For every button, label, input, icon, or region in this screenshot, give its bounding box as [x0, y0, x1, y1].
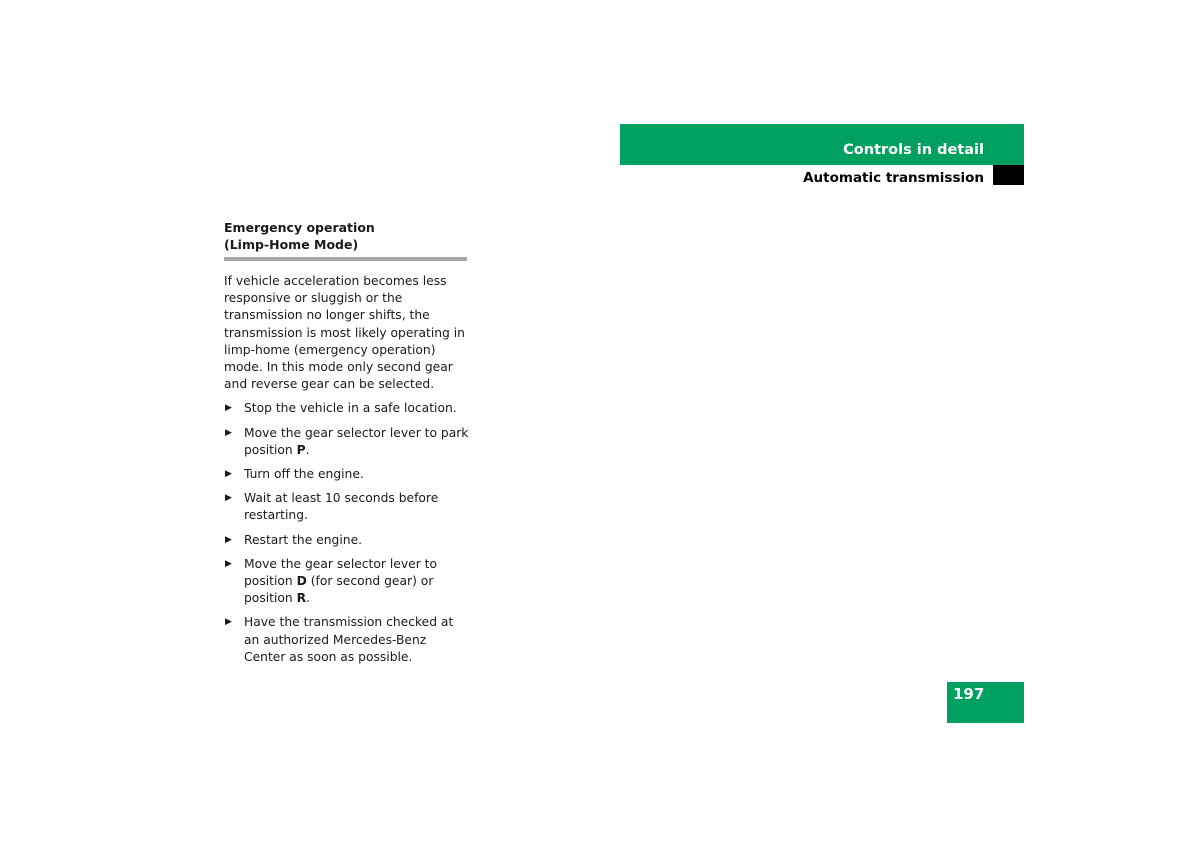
list-item	[224, 532, 469, 549]
list-item	[224, 556, 469, 608]
subsection-title: Automatic transmission	[803, 170, 984, 186]
triangle-right-icon: ▶	[225, 493, 232, 504]
list-item	[224, 466, 469, 483]
step-text: Wait at least 10 seconds before restarting.	[244, 491, 439, 523]
heading-line-2: (Limp-Home Mode)	[224, 237, 359, 252]
list-item	[224, 425, 469, 459]
gear-position-p: P	[296, 442, 306, 457]
triangle-right-icon: ▶	[225, 534, 232, 545]
steps-list	[224, 400, 469, 666]
section-heading	[224, 219, 467, 261]
step-text: Stop the vehicle in a safe location.	[244, 401, 457, 416]
section-marker-tab	[993, 165, 1024, 185]
heading-line-1: Emergency operation	[224, 220, 375, 235]
intro-paragraph: If vehicle acceleration becomes less responsive or sluggish or the transmission no longer shifts, the transmission is most likely operating in limp-home (emergency operation) mode. In this mode only second gear and reverse gear can be selected.	[224, 274, 465, 392]
page-number: 197	[953, 685, 985, 703]
gear-position-r: R	[296, 591, 307, 606]
page-number-box	[947, 682, 1024, 723]
triangle-right-icon: ▶	[225, 558, 232, 569]
triangle-right-icon: ▶	[225, 403, 232, 414]
step-text: Have the transmission checked at an authorized Mercedes-Benz Center as soon as possible.	[244, 615, 454, 664]
list-item	[224, 490, 469, 524]
gear-position-d: D	[296, 574, 307, 589]
step-text: Restart the engine.	[244, 532, 363, 547]
step-text-end: .	[305, 442, 310, 457]
step-text-end: .	[306, 591, 311, 606]
section-title: Controls in detail	[843, 142, 984, 158]
triangle-right-icon: ▶	[225, 617, 232, 628]
step-text: Turn off the engine.	[244, 467, 364, 482]
list-item	[224, 400, 469, 417]
triangle-right-icon: ▶	[225, 469, 232, 480]
step-text: Move the gear selector lever to park position	[244, 425, 469, 457]
triangle-right-icon: ▶	[225, 427, 232, 438]
main-content	[224, 219, 469, 673]
step-text: Move the gear selector lever to position	[244, 556, 438, 589]
step-text-middle: (for second gear) or position	[244, 574, 434, 606]
list-item	[224, 614, 469, 666]
